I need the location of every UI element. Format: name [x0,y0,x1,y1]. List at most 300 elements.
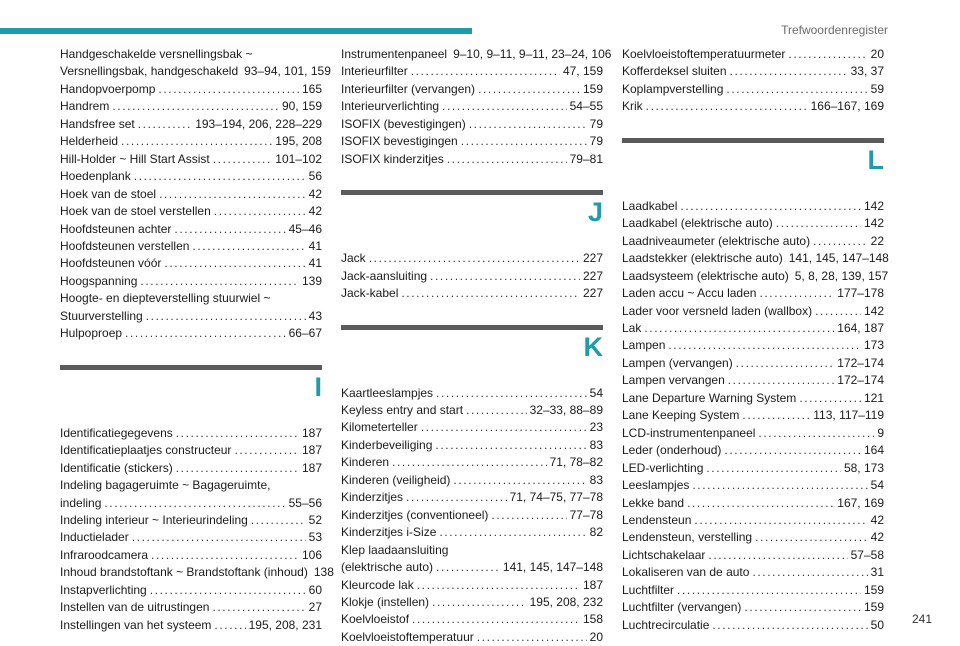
index-entry [341,611,603,628]
index-term: Versnellingsbak, handgeschakeld [60,64,239,79]
dot-leader [708,547,847,564]
index-page-refs: 22 [870,233,884,248]
index-entry [622,425,884,442]
index-page-refs: 79–81 [569,151,603,166]
index-entry [622,215,884,232]
index-page-refs: 106 [301,547,322,562]
index-page-refs: 59 [870,81,884,96]
index-term: Hoofdsteunen vóór [60,256,162,271]
index-entry [622,320,884,337]
index-term: Luchtfilter (vervangen) [622,600,742,615]
index-term: Hill-Holder ~ Hill Start Assist [60,151,210,166]
index-entry [60,308,322,325]
page-header-title: Trefwoordenregister [781,23,888,37]
index-term: Lekke band [622,495,685,510]
index-term: Kofferdeksel sluiten [622,64,727,79]
index-page-refs: 42 [870,530,884,545]
dot-leader [744,599,861,616]
index-entry [341,46,612,63]
index-term: Handopvoerpomp [60,81,156,96]
index-page-refs: 164 [863,443,884,458]
index-column-2 [341,46,612,646]
index-entry [622,337,884,354]
index-entry [60,529,322,546]
index-entry [622,81,884,98]
index-page-refs: 83 [589,437,603,452]
index-page-refs: 90, 159 [281,99,322,114]
dot-leader [644,320,834,337]
dot-leader [392,454,547,471]
dot-leader [164,255,305,272]
index-page-refs: 53 [308,530,322,545]
index-entry [341,559,603,576]
section-rule [341,325,603,330]
index-entry [622,285,884,302]
index-page-refs: 142 [863,198,884,213]
section-header [341,303,603,385]
index-page-refs: 83 [589,472,603,487]
dot-leader [813,233,868,250]
index-page-refs: 20 [589,629,603,644]
index-term: Interieurfilter [341,64,408,79]
index-entry [341,419,603,436]
index-entry [60,168,322,185]
index-entry [622,303,884,320]
index-page-refs: 60 [308,582,322,597]
index-term: Lendensteun, verstelling [622,530,753,545]
index-page-refs: 33, 37 [850,64,884,79]
index-page-refs: 82 [589,525,603,540]
index-term: Identificatie (stickers) [60,460,173,475]
index-term: Lampen vervangen [622,373,725,388]
dot-leader [694,512,867,529]
dot-leader [432,594,527,611]
index-page-refs: 227 [582,268,603,283]
dot-leader [742,407,810,424]
index-entry [622,617,884,634]
index-page-refs: 159 [863,582,884,597]
index-page-refs: 79 [589,116,603,131]
dot-leader [668,337,861,354]
section-rule [341,190,603,195]
index-term: Infraroodcamera [60,547,149,562]
index-term: Lendensteun [622,512,692,527]
index-page-refs: 173 [863,338,884,353]
index-page-refs: 54 [589,385,603,400]
index-entry [341,385,603,402]
dot-leader [125,325,286,342]
index-entry [60,564,334,581]
index-term: ISOFIX kinderzitjes [341,151,444,166]
index-term: Luchtrecirculatie [622,617,710,632]
index-term: Helderheid [60,134,119,149]
index-page-refs: 166–167, 169 [810,99,884,114]
index-page-refs: 93–94, 101, 159 [244,64,331,79]
index-term: Hoofdsteunen verstellen [60,238,190,253]
index-page-refs: 165 [301,81,322,96]
index-page-refs: 57–58 [850,547,884,562]
index-page-refs: 193–194, 206, 228–229 [195,116,322,131]
index-entry-line: Indeling bagageruimte ~ Bagageruimte, [60,478,271,493]
index-entry [60,151,322,168]
index-entry [341,594,603,611]
index-page-refs: 55–56 [288,495,322,510]
index-entry [60,255,322,272]
index-entry [622,442,884,459]
index-entry [622,268,889,285]
index-page-refs: 54 [870,478,884,493]
dot-leader [112,98,279,115]
index-entry [60,617,322,634]
dot-leader [466,402,527,419]
index-page-refs: 79 [589,134,603,149]
index-term: Koelvloeistoftemperatuur [341,629,474,644]
dot-leader [736,355,835,372]
index-entry [341,81,603,98]
dot-leader [151,547,299,564]
section-rule [622,138,884,143]
dot-leader [234,442,299,459]
index-term: Instellingen van het systeem [60,617,212,632]
index-entry [341,151,603,168]
index-page-refs: 187 [301,443,322,458]
index-term: Laadsysteem (elektrische auto) [622,268,789,283]
index-term: Inductielader [60,530,129,545]
index-term: Handrem [60,99,110,114]
index-page-refs: 195, 208, 232 [529,594,603,609]
index-term: Identificatiegegevens [60,425,173,440]
index-page-refs: 159 [863,600,884,615]
section-letter: I [314,371,322,402]
index-term: Hoek van de stoel [60,186,157,201]
index-entry [60,98,322,115]
dot-leader [799,390,861,407]
dot-leader [174,221,285,238]
index-page-refs: 66–67 [288,326,322,341]
index-term: ISOFIX (bevestigingen) [341,116,466,131]
index-term: Kinderen (veiligheid) [341,472,451,487]
dot-leader [212,599,305,616]
index-term: Lokaliseren van de auto [622,565,750,580]
dot-leader [411,63,560,80]
index-page-refs: 187 [582,577,603,592]
index-term: Kinderzitjes [341,490,404,505]
index-entry [60,599,322,616]
index-term: Leder (onderhoud) [622,443,722,458]
index-term: Laadkabel [622,198,678,213]
dot-leader [417,577,580,594]
index-entry [341,524,603,541]
dot-leader [453,472,586,489]
dot-leader [712,617,867,634]
index-entry [60,63,331,80]
index-entry [622,582,884,599]
index-entry [60,116,322,133]
dot-leader [176,460,299,477]
index-term: Indeling interieur ~ Interieurindeling [60,512,248,527]
dot-leader [140,273,299,290]
index-page-refs: 42 [870,512,884,527]
index-term: Luchtfilter [622,582,675,597]
page-number: 241 [911,612,932,626]
index-page-refs: 141, 145, 147–148 [502,560,603,575]
index-term: Inhoud brandstoftank ~ Brandstoftank (inhoud) [60,565,308,580]
index-term: Lichtschakelaar [622,547,706,562]
index-entry [341,268,603,285]
dot-leader [439,524,586,541]
index-term: Laden accu ~ Accu laden [622,286,757,301]
index-term: LCD-instrumentenpaneel [622,425,756,440]
index-page-refs: 42 [308,204,322,219]
index-entry [341,472,603,489]
index-entry [622,250,889,267]
index-term: Kaartleeslampjes [341,385,434,400]
index-term: Instapverlichting [60,582,147,597]
index-page-refs: 101–102 [275,151,322,166]
index-term: Kilometerteller [341,420,418,435]
index-entry [60,495,322,512]
index-entry [622,547,884,564]
section-header [341,168,603,250]
index-entry [60,547,322,564]
index-entry [622,233,884,250]
dot-leader [788,46,867,63]
index-term: Kinderen [341,455,390,470]
section-letter: K [583,331,603,362]
index-page-refs: 52 [308,512,322,527]
dot-leader [146,308,306,325]
index-term: Kinderzitjes (conventioneel) [341,507,489,522]
dot-leader [134,168,306,185]
dot-leader [430,268,580,285]
index-term: Hulpoproep [60,326,123,341]
index-page-refs: 138 [313,565,334,580]
index-term: Leeslampjes [622,478,690,493]
index-entry [622,599,884,616]
dot-leader [728,372,835,389]
index-term: Lak [622,320,642,335]
dot-leader [692,477,867,494]
index-entry [622,46,884,63]
dot-leader [447,151,567,168]
index-page-refs: 54–55 [569,99,603,114]
index-entry [622,98,884,115]
dot-leader [421,419,587,436]
index-entry [341,489,603,506]
dot-leader [435,437,586,454]
index-entry [60,81,322,98]
dot-leader [477,629,587,646]
index-term: (elektrische auto) [341,560,434,575]
index-term: Lane Keeping System [622,408,740,423]
index-term: Interieurverlichting [341,99,440,114]
dot-leader [646,98,808,115]
index-term: Instrumentenpaneel [341,47,448,61]
index-term: Hoogspanning [60,273,138,288]
index-entry [341,437,603,454]
index-term: Koplampverstelling [622,81,724,96]
section-header [60,343,322,425]
index-entry [622,355,884,372]
index-page-refs: 158 [582,612,603,627]
index-entry [341,629,603,646]
dot-leader [726,81,867,98]
index-term: Jack [341,251,366,266]
index-term: Krik [622,99,643,114]
index-page-refs: 159 [582,81,603,96]
index-term: Lampen (vervangen) [622,355,733,370]
index-page-refs: 121 [863,390,884,405]
index-term: Hoedenplank [60,169,131,184]
dot-leader [192,238,305,255]
index-term: Koelvloeistoftemperatuurmeter [622,47,786,61]
dot-leader [491,507,566,524]
header-accent-bar [0,28,472,34]
index-term: LED-verlichting [622,460,704,475]
dot-leader [469,116,587,133]
index-page-refs: 43 [308,308,322,323]
dot-leader [159,186,306,203]
section-letter: J [587,197,603,228]
dot-leader [251,512,306,529]
dot-leader [121,133,272,150]
index-term: Laadkabel (elektrische auto) [622,216,773,231]
index-term: Interieurfilter (vervangen) [341,81,476,96]
dot-leader [461,133,587,150]
index-term: Lader voor versneld laden (wallbox) [622,303,813,318]
index-entry [622,564,884,581]
dot-leader [680,198,861,215]
index-term: Hoek van de stoel verstellen [60,204,211,219]
index-entry [341,577,603,594]
index-page-refs: 195, 208, 231 [248,617,322,632]
index-entry [60,273,322,290]
index-page-refs: 71, 74–75, 77–78 [509,490,603,505]
index-page-refs: 5, 8, 28, 139, 157 [794,268,889,283]
dot-leader [158,81,299,98]
index-page-refs: 27 [308,600,322,615]
index-entry [60,221,322,238]
dot-leader [478,81,580,98]
index-page-refs: 142 [863,216,884,231]
index-page-refs: 177–178 [837,286,884,301]
dot-leader [752,564,867,581]
index-column-3 [622,46,889,634]
index-page-refs: 42 [308,186,322,201]
index-term: Identificatieplaatjes constructeur [60,443,232,458]
index-entry [60,186,322,203]
index-term: Lane Departure Warning System [622,390,797,405]
index-page-refs: 20 [870,47,884,61]
index-entry [341,98,603,115]
index-term: Jack-aansluiting [341,268,428,283]
dot-leader [759,285,834,302]
index-page-refs: 50 [870,617,884,632]
dot-leader [176,425,299,442]
section-rule [60,365,322,370]
index-page-refs: 187 [301,425,322,440]
index-entry [622,495,884,512]
index-page-refs: 227 [582,251,603,266]
index-page-refs: 31 [870,565,884,580]
index-entry [60,460,322,477]
index-page-refs: 9 [877,425,884,440]
index-page-refs: 195, 208 [275,134,322,149]
index-entry-line: Hoogte- en diepteverstelling stuurwiel ~ [60,291,271,306]
index-term: Hoofdsteunen achter [60,221,172,236]
index-term: Laadniveaumeter (elektrische auto) [622,233,811,248]
index-entry [341,116,603,133]
section-letter: L [867,144,884,175]
index-page-refs: 172–174 [837,355,884,370]
index-page-refs: 45–46 [288,221,322,236]
index-entry [622,477,884,494]
index-entry [622,390,884,407]
dot-leader [132,529,306,546]
index-entry [622,460,884,477]
index-term: Kleurcode lak [341,577,414,592]
dot-leader [150,582,306,599]
index-page-refs: 113, 117–119 [813,408,884,423]
index-page-refs: 164, 187 [837,320,884,335]
dot-leader [442,98,567,115]
index-entry [622,529,884,546]
dot-leader [369,250,580,267]
index-term: Keyless entry and start [341,402,464,417]
index-page-refs: 41 [308,238,322,253]
index-entry [60,442,322,459]
index-term: Koelvloeistof [341,612,410,627]
index-column-1 [60,46,334,634]
dot-leader [815,303,861,320]
index-entry [60,238,322,255]
index-term: Klokje (instellen) [341,594,430,609]
index-page-refs: 187 [301,460,322,475]
index-page-refs: 227 [582,286,603,301]
index-page-refs: 9–10, 9–11, 9–11, 23–24, 106 [453,47,612,61]
dot-leader [138,116,192,133]
index-entry [60,582,322,599]
dot-leader [214,617,245,634]
dot-leader [758,425,874,442]
dot-leader [401,285,580,302]
dot-leader [213,151,273,168]
index-term: Instellen van de uitrustingen [60,600,210,615]
index-page-refs: 71, 78–82 [549,455,603,470]
dot-leader [730,63,848,80]
index-page-refs: 172–174 [837,373,884,388]
index-page-refs: 167, 169 [837,495,884,510]
index-term: Kinderbeveiliging [341,437,433,452]
index-entry [60,325,322,342]
dot-leader [687,495,834,512]
index-entry [341,285,603,302]
index-page-refs: 32–33, 88–89 [529,402,603,417]
index-entry [341,250,603,267]
index-entry [622,512,884,529]
dot-leader [724,442,861,459]
dot-leader [214,203,306,220]
index-page-refs: 23 [589,420,603,435]
index-entry [60,512,322,529]
index-page-refs: 139 [301,273,322,288]
index-page-refs: 58, 173 [843,460,884,475]
index-entry [341,133,603,150]
dot-leader [776,215,861,232]
index-entry [341,402,603,419]
dot-leader [706,460,841,477]
index-term: Jack-kabel [341,286,399,301]
